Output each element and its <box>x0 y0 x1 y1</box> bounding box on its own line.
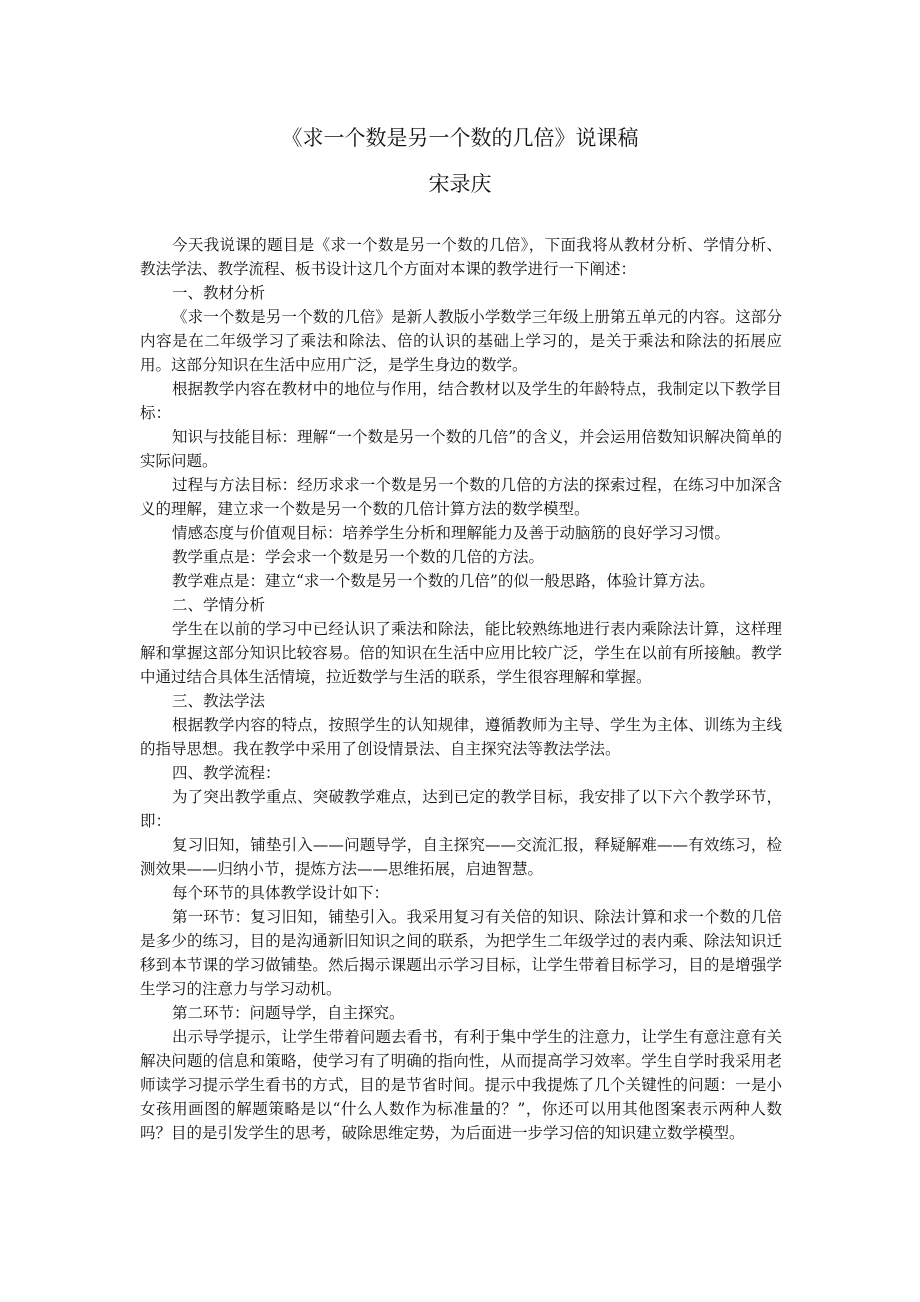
paragraph-intro: 今天我说课的题目是《求一个数是另一个数的几倍》，下面我将从教材分析、学情分析、教法学法、教学流程、板书设计这几个方面对本课的教学进行一下阐述： <box>140 236 782 278</box>
paragraph: 《求一个数是另一个数的几倍》是新人教版小学数学三年级上册第五单元的内容。这部分内容是在二年级学习了乘法和除法、倍的认识的基础上学习的，是关于乘法和除法的拓展应用。这部分知识在生活中应用广泛，是学生身边的数学。 <box>140 308 782 374</box>
paragraph: 复习旧知，铺垫引入——问题导学，自主探究——交流汇报，释疑解难——有效练习，检测效果——归纳小节，提炼方法——思维拓展，启迪智慧。 <box>140 836 782 878</box>
document-title: 《求一个数是另一个数的几倍》说课稿 <box>281 126 639 150</box>
paragraph: 根据教学内容的特点，按照学生的认知规律，遵循教师为主导、学生为主体、训练为主线的指导思想。我在教学中采用了创设情景法、自主探究法等教法学法。 <box>140 716 782 758</box>
paragraph: 根据教学内容在教材中的地位与作用，结合教材以及学生的年龄特点，我制定以下教学目标： <box>140 380 782 422</box>
document-author: 宋录庆 <box>428 172 492 196</box>
paragraph-goal-knowledge: 知识与技能目标：理解“一个数是另一个数的几倍”的含义，并会运用倍数知识解决简单的实际问题。 <box>140 428 782 470</box>
paragraph: 为了突出教学重点、突破教学难点，达到已定的教学目标，我安排了以下六个教学环节，即： <box>140 788 782 830</box>
paragraph-step-one: 第一环节：复习旧知，铺垫引入。我采用复习有关倍的知识、除法计算和求一个数的几倍是多少的练习，目的是沟通新旧知识之间的联系，为把学生二年级学过的表内乘、除法知识迁移到本节课的学习做铺垫。然后揭示课题出示学习目标，让学生带着目标学习，目的是增强学生学习的注意力与学习动机。 <box>140 908 782 998</box>
paragraph: 每个环节的具体教学设计如下： <box>172 884 390 902</box>
document-body <box>140 233 782 1145</box>
paragraph-step-two: 第二环节：问题导学，自主探究。 <box>172 1004 405 1022</box>
paragraph: 学生在以前的学习中已经认识了乘法和除法，能比较熟练地进行表内乘除法计算，这样理解和掌握这部分知识比较容易。倍的知识在生活中应用比较广泛，学生在以前有所接触。教学中通过结合具体生活情境，拉近数学与生活的联系，学生很容理解和掌握。 <box>140 620 782 686</box>
section-heading-student-analysis: 二、学情分析 <box>172 596 266 614</box>
paragraph-goal-emotion: 情感态度与价值观目标：培养学生分析和理解能力及善于动脑筋的良好学习习惯。 <box>172 524 731 542</box>
paragraph-key-point: 教学重点是：学会求一个数是另一个数的几倍的方法。 <box>172 548 545 566</box>
paragraph-goal-process: 过程与方法目标：经历求求一个数是另一个数的几倍的方法的探索过程，在练习中加深含义的理解，建立求一个数是另一个数的几倍计算方法的数学模型。 <box>140 476 782 518</box>
section-heading-teaching-process: 四、教学流程： <box>172 764 281 782</box>
section-heading-textbook-analysis: 一、教材分析 <box>172 284 266 302</box>
paragraph-difficulty: 教学难点是：建立“求一个数是另一个数的几倍”的似一般思路，体验计算方法。 <box>172 572 715 590</box>
section-heading-teaching-methods: 三、教法学法 <box>172 692 266 710</box>
paragraph: 出示导学提示，让学生带着问题去看书，有利于集中学生的注意力，让学生有意注意有关解决问题的信息和策略，使学习有了明确的指向性，从而提高学习效率。学生自学时我采用老师读学习提示学生看书的方式，目的是节省时间。提示中我提炼了几个关键性的问题：一是小女孩用画图的解题策略是以“什么人数作为标准量的？”，你还可以用其他图案表示两种人数吗？目的是引发学生的思考，破除思维定势，为后面进一步学习倍的知识建立数学模型。 <box>140 1028 782 1142</box>
